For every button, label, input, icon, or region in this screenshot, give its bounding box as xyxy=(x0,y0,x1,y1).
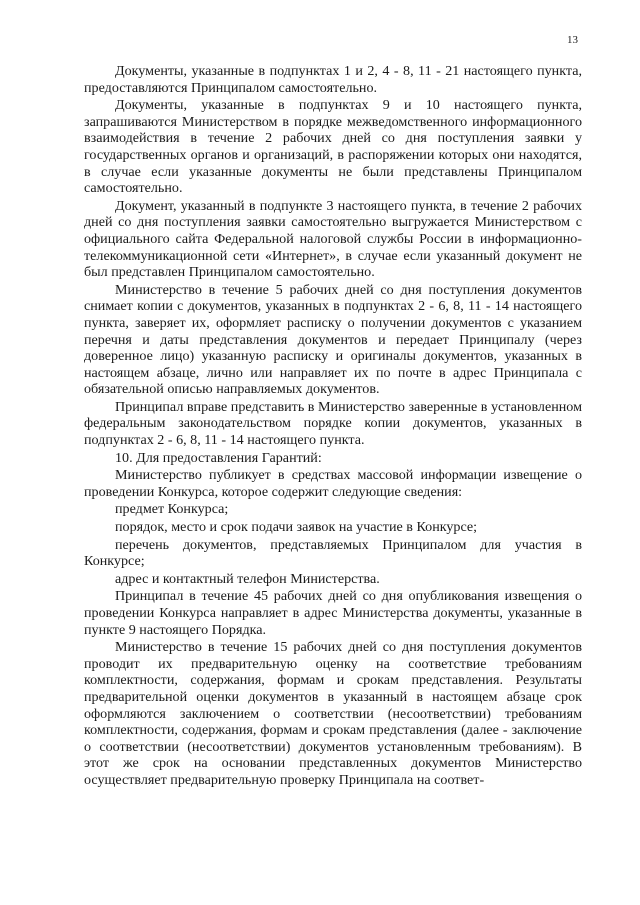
list-item: порядок, место и срок подачи заявок на участие в Конкурсе; xyxy=(115,519,478,536)
section-heading: 10. Для предоставления Гарантий: xyxy=(115,449,322,466)
paragraph: Принципал в течение 45 рабочих дней со дня опубликования извещения о проведении Конкурса направляет в адрес Министерства документы, указанные в пункте 9 настоящего Порядка. xyxy=(84,588,582,638)
paragraph: Министерство в течение 15 рабочих дней со дня поступления документов проводит их предварительную оценку на соответствие требованиям комплектности, содержания, формам и срокам представления. Результаты предварительной оценки документов в указанный в настоящем абзаце срок оформляются заключением о соответствии (несоответствии) требованиям комплектности, содержания, формам и срокам представления (далее - заключение о соответствии (несоответствии) документов установленным требованиям). В этот же срок на основании представленных документов Министерство осуществляет предварительную проверку Принципала на соответ- xyxy=(84,639,582,788)
paragraph: Принципал вправе представить в Министерство заверенные в установленном федеральным законодательством порядке копии документов, указанных в подпунктах 2 - 6, 8, 11 - 14 настоящего пункта. xyxy=(84,398,582,449)
paragraph: Документы, указанные в подпунктах 1 и 2, 4 - 8, 11 - 21 настоящего пункта, предоставляются Принципалом самостоятельно. xyxy=(84,63,582,96)
list-item: предмет Конкурса; xyxy=(115,501,229,518)
page-number: 13 xyxy=(567,34,578,46)
paragraph: Документы, указанные в подпунктах 9 и 10 настоящего пункта, запрашиваются Министерством в порядке межведомственного информационного взаимодействия в течение 2 рабочих дней со дня поступления заявки у государственных органов и организаций, в распоряжении которых они находятся, в случае если указанные документы не были представлены Принципалом самостоятельно. xyxy=(84,97,582,197)
paragraph: Министерство в течение 5 рабочих дней со дня поступления документов снимает копии с документов, указанных в подпунктах 2 - 6, 8, 11 - 14 настоящего пункта, заверяет их, оформляет расписку о получении документов с указанием перечня и даты представления документов и передает Принципалу (через доверенное лицо) указанную расписку и оригиналы документов, указанных в настоящем абзаце, лично или направляет их по почте в адрес Принципала с обязательной описью направляемых документов. xyxy=(84,281,582,398)
paragraph: Министерство публикует в средствах массовой информации извещение о проведении Конкурса, которое содержит следующие сведения: xyxy=(84,467,582,500)
list-item: перечень документов, представляемых Принципалом для участия в Конкурсе; xyxy=(84,536,582,570)
document-body xyxy=(84,63,582,789)
list-item: адрес и контактный телефон Министерства. xyxy=(115,570,380,587)
paragraph: Документ, указанный в подпункте 3 настоящего пункта, в течение 2 рабочих дней со дня поступления заявки самостоятельно выгружается Министерством с официального сайта Федеральной налоговой службы России в информационно-телекоммуникационной сети «Интернет», в случае если указанный документ не был представлен Принципалом самостоятельно. xyxy=(84,197,582,281)
